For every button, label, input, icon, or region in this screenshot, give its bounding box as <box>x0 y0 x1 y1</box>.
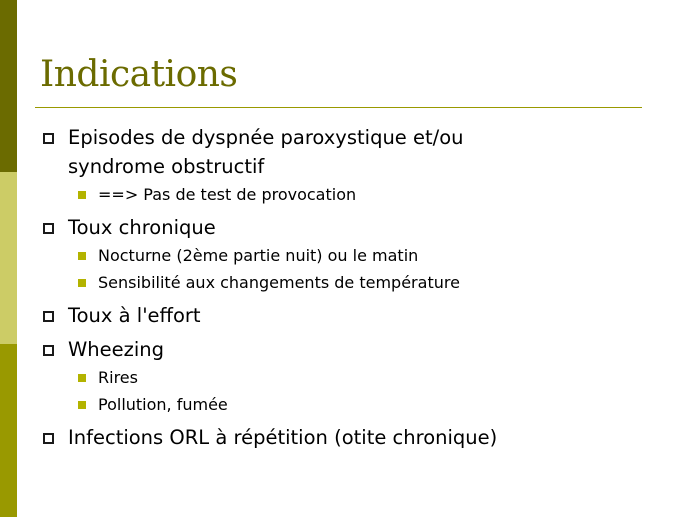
filled-square-bullet-icon <box>78 279 86 287</box>
bullet-item-5-text: Infections ORL à répétition (otite chronique) <box>68 426 498 449</box>
bullet-item-1-text: Episodes de dyspnée paroxystique et/ou <box>68 126 464 149</box>
square-bullet-icon <box>43 133 54 144</box>
filled-square-bullet-icon <box>78 401 86 409</box>
filled-square-bullet-icon <box>78 374 86 382</box>
sub-bullet-item-2-2-text: Sensibilité aux changements de température <box>98 273 460 292</box>
bullet-item-2-text: Toux chronique <box>68 216 216 239</box>
filled-square-bullet-icon <box>78 191 86 199</box>
sub-bullet-item-4-2 <box>98 394 228 416</box>
square-bullet-icon <box>43 345 54 356</box>
bullet-item-3-text: Toux à l'effort <box>68 304 201 327</box>
bullet-item-2 <box>68 213 216 242</box>
bullet-item-3 <box>68 301 201 330</box>
bullet-item-1 <box>68 123 464 152</box>
sub-bullet-item-4-1-text: Rires <box>98 368 138 387</box>
bullet-item-5 <box>68 423 497 452</box>
bullet-item-4 <box>68 335 164 364</box>
slide-title: Indications <box>40 54 238 95</box>
square-bullet-icon <box>43 433 54 444</box>
sub-bullet-item-4-1 <box>98 367 138 389</box>
sub-bullet-item-2-1 <box>98 245 418 267</box>
square-bullet-icon <box>43 311 54 322</box>
bullet-item-1-continuation <box>68 152 264 181</box>
sub-bullet-item-2-1-text: Nocturne (2ème partie nuit) ou le matin <box>98 246 419 265</box>
bullet-item-4-text: Wheezing <box>68 338 165 361</box>
filled-square-bullet-icon <box>78 252 86 260</box>
sub-bullet-item-1-1-text: ==> Pas de test de provocation <box>98 185 357 204</box>
bullet-item-1-text-line2: syndrome obstructif <box>68 155 265 178</box>
sub-bullet-item-4-2-text: Pollution, fumée <box>98 395 228 414</box>
square-bullet-icon <box>43 223 54 234</box>
sub-bullet-item-1-1 <box>98 184 356 206</box>
sub-bullet-item-2-2 <box>98 272 460 294</box>
